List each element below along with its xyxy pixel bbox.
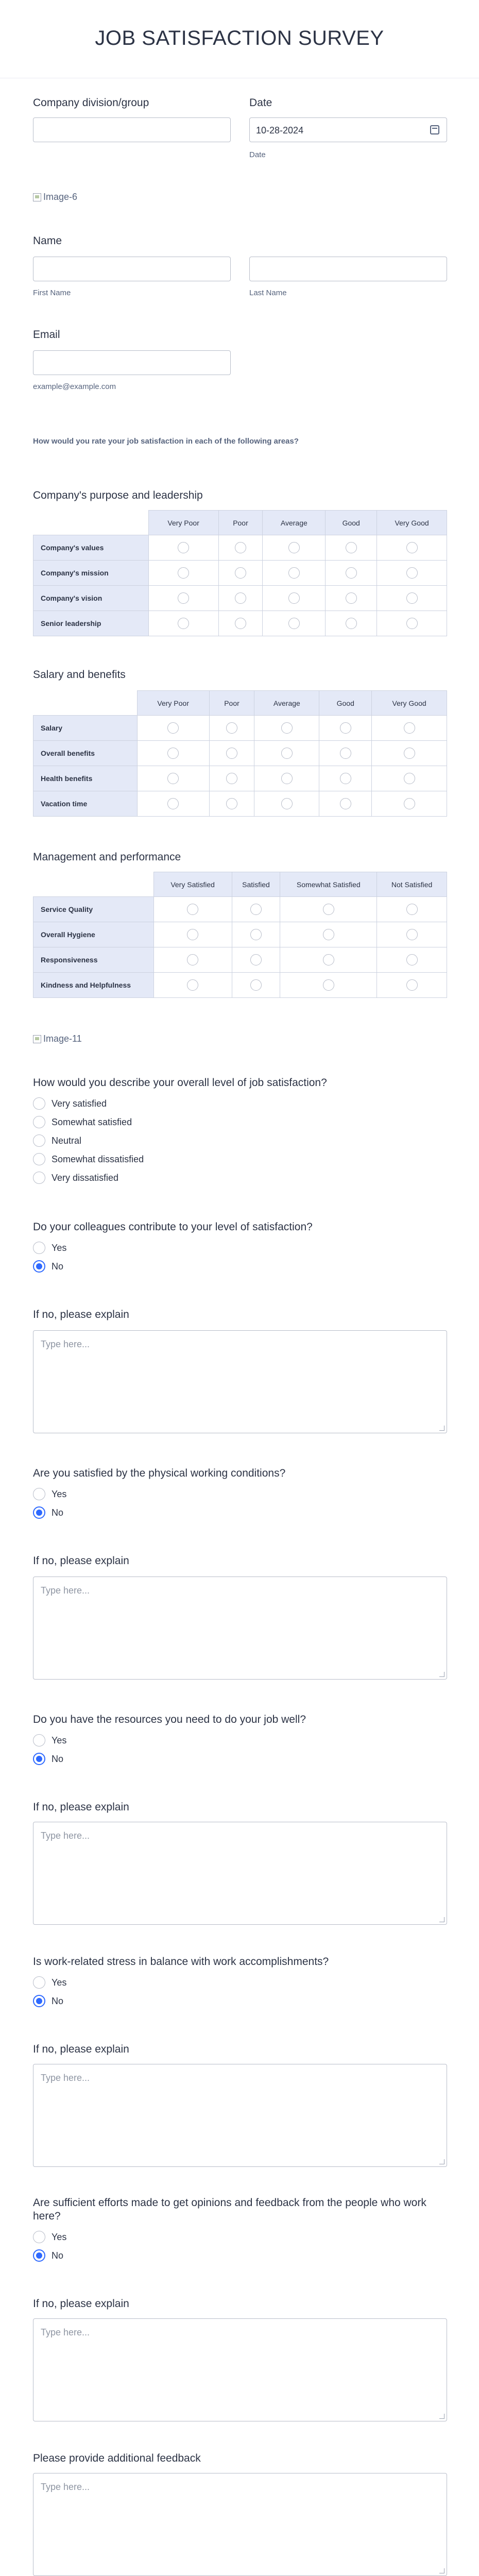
matrix-radio[interactable] xyxy=(235,592,246,604)
feedback-efforts-yes[interactable] xyxy=(33,2231,66,2243)
matrix-row-label: Overall Hygiene xyxy=(33,922,154,947)
date-label: Date xyxy=(249,97,272,109)
matrix-2-title: Salary and benefits xyxy=(33,669,126,681)
stress-explain-label: If no, please explain xyxy=(33,2043,129,2055)
colleagues-yes[interactable] xyxy=(33,1242,66,1254)
radio-button[interactable] xyxy=(33,1116,45,1128)
matrix-row xyxy=(33,586,447,611)
matrix-radio[interactable] xyxy=(406,592,418,604)
radio-button[interactable] xyxy=(33,1134,45,1147)
physical-question: Are you satisfied by the physical working conditions? xyxy=(33,1467,286,1479)
radio-button-checked[interactable] xyxy=(33,1995,45,2007)
option-label: No xyxy=(52,1261,64,1272)
matrix-row-label: Salary xyxy=(33,716,138,741)
radio-button[interactable] xyxy=(33,2231,45,2243)
matrix-radio[interactable] xyxy=(288,542,300,553)
resources-explain-label: If no, please explain xyxy=(33,1801,129,1813)
stress-question: Is work-related stress in balance with work accomplishments? xyxy=(33,1956,329,1968)
physical-explain-textarea[interactable] xyxy=(33,1577,447,1680)
rate-question: How would you rate your job satisfaction in each of the following areas? xyxy=(33,437,299,446)
matrix-col-header: Very Poor xyxy=(137,691,209,716)
resources-no[interactable] xyxy=(33,1753,63,1765)
matrix-row-label: Overall benefits xyxy=(33,741,138,766)
matrix-radio[interactable] xyxy=(323,979,334,991)
matrix-row xyxy=(33,947,447,973)
matrix-row-label: Kindness and Helpfulness xyxy=(33,973,154,998)
option-label: No xyxy=(52,1507,64,1518)
matrix-radio[interactable] xyxy=(167,748,179,759)
stress-explain-textarea[interactable] xyxy=(33,2064,447,2167)
matrix-row-label: Service Quality xyxy=(33,897,154,922)
matrix-col-header: Good xyxy=(326,511,377,535)
matrix-radio[interactable] xyxy=(187,929,198,940)
matrix-col-header: Average xyxy=(263,511,326,535)
matrix-row-label: Company's values xyxy=(33,535,149,561)
matrix-radio[interactable] xyxy=(235,567,246,579)
first-name-input[interactable] xyxy=(33,257,231,281)
matrix-3-title: Management and performance xyxy=(33,851,181,863)
resize-handle-icon[interactable] xyxy=(439,1917,444,1922)
email-sublabel: example@example.com xyxy=(33,382,116,391)
first-name-sublabel: First Name xyxy=(33,289,71,297)
matrix-radio[interactable] xyxy=(406,954,418,965)
physical-explain-label: If no, please explain xyxy=(33,1555,129,1567)
additional-feedback-label: Please provide additional feedback xyxy=(33,2452,201,2464)
matrix-col-header: Poor xyxy=(218,511,263,535)
matrix-radio[interactable] xyxy=(226,798,237,809)
matrix-row xyxy=(33,973,447,998)
date-value: 10-28-2024 xyxy=(256,125,304,135)
matrix-radio[interactable] xyxy=(167,773,179,784)
company-input[interactable] xyxy=(33,117,231,142)
matrix-corner xyxy=(33,691,138,716)
textarea-placeholder: Type here... xyxy=(41,2327,90,2337)
matrix-radio[interactable] xyxy=(178,618,189,629)
resources-yes[interactable] xyxy=(33,1734,66,1747)
feedback-efforts-explain-label: If no, please explain xyxy=(33,2298,129,2310)
resize-handle-icon[interactable] xyxy=(439,2568,444,2573)
matrix-corner xyxy=(33,511,149,535)
matrix-radio[interactable] xyxy=(235,618,246,629)
email-input[interactable] xyxy=(33,350,231,375)
additional-feedback-textarea[interactable] xyxy=(33,2473,447,2576)
matrix-1-title: Company's purpose and leadership xyxy=(33,489,203,501)
textarea-placeholder: Type here... xyxy=(41,1339,90,1349)
radio-button[interactable] xyxy=(33,1153,45,1165)
feedback-efforts-no[interactable] xyxy=(33,2249,63,2262)
option-label: Very dissatisfied xyxy=(52,1172,119,1183)
textarea-placeholder: Type here... xyxy=(41,1585,90,1596)
matrix-radio[interactable] xyxy=(288,567,300,579)
matrix-col-header: Satisfied xyxy=(232,872,280,897)
radio-button-checked[interactable] xyxy=(33,2249,45,2262)
option-label: Yes xyxy=(52,1735,67,1745)
last-name-input[interactable] xyxy=(249,257,447,281)
option-label: Very satisfied xyxy=(52,1098,107,1109)
matrix-row-label: Senior leadership xyxy=(33,611,149,636)
textarea-placeholder: Type here... xyxy=(41,2073,90,2083)
physical-yes[interactable] xyxy=(33,1488,66,1500)
matrix-radio[interactable] xyxy=(250,904,262,915)
image-11-alt: Image-11 xyxy=(43,1033,82,1044)
matrix-radio[interactable] xyxy=(323,904,334,915)
matrix-radio[interactable] xyxy=(281,798,293,809)
matrix-radio[interactable] xyxy=(323,929,334,940)
option-label: No xyxy=(52,1753,64,1764)
matrix-col-header: Very Satisfied xyxy=(153,872,232,897)
matrix-col-header: Poor xyxy=(209,691,254,716)
matrix-radio[interactable] xyxy=(288,618,300,629)
overall-option[interactable] xyxy=(33,1116,132,1128)
matrix-radio[interactable] xyxy=(340,773,351,784)
matrix-col-header: Average xyxy=(254,691,319,716)
resize-handle-icon[interactable] xyxy=(439,2159,444,2164)
matrix-radio[interactable] xyxy=(167,798,179,809)
matrix-row xyxy=(33,922,447,947)
stress-yes[interactable] xyxy=(33,1976,66,1989)
matrix-radio[interactable] xyxy=(178,542,189,553)
last-name-sublabel: Last Name xyxy=(249,289,287,297)
feedback-efforts-explain-textarea[interactable] xyxy=(33,2318,447,2421)
resize-handle-icon[interactable] xyxy=(439,1672,444,1677)
image-6 xyxy=(33,192,77,202)
matrix-radio[interactable] xyxy=(340,722,351,734)
resize-handle-icon[interactable] xyxy=(439,1426,444,1431)
overall-question: How would you describe your overall level of job satisfaction? xyxy=(33,1077,327,1089)
matrix-row-label: Responsiveness xyxy=(33,947,154,973)
overall-option[interactable] xyxy=(33,1172,118,1184)
form-header xyxy=(0,0,479,78)
matrix-radio[interactable] xyxy=(187,954,198,965)
matrix-radio[interactable] xyxy=(250,979,262,991)
radio-button[interactable] xyxy=(33,1242,45,1254)
matrix-row xyxy=(33,897,447,922)
matrix-radio[interactable] xyxy=(406,567,418,579)
radio-button-checked[interactable] xyxy=(33,1260,45,1273)
colleagues-question: Do your colleagues contribute to your level of satisfaction? xyxy=(33,1221,313,1233)
radio-button[interactable] xyxy=(33,1976,45,1989)
resources-explain-textarea[interactable] xyxy=(33,1822,447,1925)
option-label: No xyxy=(52,1995,64,2006)
matrix-row xyxy=(33,611,447,636)
matrix-radio[interactable] xyxy=(406,904,418,915)
matrix-radio[interactable] xyxy=(187,904,198,915)
matrix-radio[interactable] xyxy=(406,542,418,553)
broken-image-icon xyxy=(33,193,41,201)
matrix-radio[interactable] xyxy=(346,592,357,604)
colleagues-explain-textarea[interactable] xyxy=(33,1330,447,1433)
matrix-radio[interactable] xyxy=(235,542,246,553)
matrix-row-label: Vacation time xyxy=(33,791,138,817)
option-label: Yes xyxy=(52,2231,67,2242)
colleagues-no[interactable] xyxy=(33,1260,63,1273)
resources-question: Do you have the resources you need to do your job well? xyxy=(33,1714,306,1725)
email-label: Email xyxy=(33,329,60,341)
textarea-placeholder: Type here... xyxy=(41,2482,90,2492)
option-label: Somewhat dissatisfied xyxy=(52,1154,144,1164)
matrix-radio[interactable] xyxy=(250,954,262,965)
feedback-efforts-question-line-1: Are sufficient efforts made to get opinions and feedback from the people who work xyxy=(33,2197,426,2209)
matrix-radio[interactable] xyxy=(178,567,189,579)
broken-image-icon xyxy=(33,1035,41,1043)
overall-option[interactable] xyxy=(33,1153,144,1165)
radio-button[interactable] xyxy=(33,1172,45,1184)
matrix-radio[interactable] xyxy=(167,722,179,734)
matrix-row xyxy=(33,741,447,766)
option-label: No xyxy=(52,2250,64,2261)
matrix-radio[interactable] xyxy=(346,542,357,553)
matrix-radio[interactable] xyxy=(406,929,418,940)
matrix-radio[interactable] xyxy=(281,748,293,759)
matrix-row xyxy=(33,791,447,817)
date-sublabel: Date xyxy=(249,150,266,159)
option-label: Somewhat satisfied xyxy=(52,1116,132,1127)
matrix-col-header: Good xyxy=(319,691,372,716)
matrix-radio[interactable] xyxy=(226,748,237,759)
matrix-radio[interactable] xyxy=(288,592,300,604)
feedback-efforts-question-line-2: here? xyxy=(33,2210,61,2222)
option-label: Yes xyxy=(52,1488,67,1499)
matrix-corner xyxy=(33,872,154,897)
option-label: Yes xyxy=(52,1242,67,1253)
calendar-icon[interactable] xyxy=(430,125,439,134)
form-title: JOB SATISFACTION SURVEY xyxy=(95,27,384,49)
matrix-radio[interactable] xyxy=(406,979,418,991)
matrix-salary-benefits xyxy=(33,690,447,817)
matrix-radio[interactable] xyxy=(340,798,351,809)
radio-button[interactable] xyxy=(33,1097,45,1110)
resize-handle-icon[interactable] xyxy=(439,2414,444,2419)
matrix-radio[interactable] xyxy=(281,722,293,734)
matrix-col-header: Somewhat Satisfied xyxy=(280,872,377,897)
matrix-radio[interactable] xyxy=(226,722,237,734)
matrix-radio[interactable] xyxy=(340,748,351,759)
matrix-purpose-leadership xyxy=(33,510,447,636)
matrix-radio[interactable] xyxy=(323,954,334,965)
matrix-radio[interactable] xyxy=(406,618,418,629)
matrix-radio[interactable] xyxy=(346,618,357,629)
stress-no[interactable] xyxy=(33,1995,63,2007)
company-label: Company division/group xyxy=(33,97,149,109)
matrix-row xyxy=(33,535,447,561)
matrix-radio[interactable] xyxy=(281,773,293,784)
radio-button-checked[interactable] xyxy=(33,1753,45,1765)
matrix-management-performance xyxy=(33,872,447,998)
matrix-radio[interactable] xyxy=(178,592,189,604)
matrix-row xyxy=(33,561,447,586)
name-label: Name xyxy=(33,235,62,247)
matrix-radio[interactable] xyxy=(250,929,262,940)
matrix-row-label: Company's mission xyxy=(33,561,149,586)
matrix-col-header: Very Good xyxy=(377,511,447,535)
matrix-radio[interactable] xyxy=(404,748,415,759)
matrix-radio[interactable] xyxy=(226,773,237,784)
matrix-row-label: Health benefits xyxy=(33,766,138,791)
image-11 xyxy=(33,1033,82,1044)
radio-button[interactable] xyxy=(33,1734,45,1747)
option-label: Neutral xyxy=(52,1135,82,1146)
matrix-radio[interactable] xyxy=(346,567,357,579)
option-label: Yes xyxy=(52,1977,67,1988)
radio-button[interactable] xyxy=(33,1488,45,1500)
image-6-alt: Image-6 xyxy=(43,192,78,202)
date-input[interactable] xyxy=(249,117,447,142)
radio-button-checked[interactable] xyxy=(33,1506,45,1519)
matrix-col-header: Very Good xyxy=(372,691,447,716)
colleagues-explain-label: If no, please explain xyxy=(33,1309,129,1320)
matrix-row xyxy=(33,766,447,791)
physical-no[interactable] xyxy=(33,1506,63,1519)
overall-option[interactable] xyxy=(33,1134,81,1147)
matrix-row xyxy=(33,716,447,741)
matrix-row-label: Company's vision xyxy=(33,586,149,611)
matrix-radio[interactable] xyxy=(187,979,198,991)
matrix-col-header: Very Poor xyxy=(148,511,218,535)
overall-option[interactable] xyxy=(33,1097,107,1110)
matrix-radio[interactable] xyxy=(404,722,415,734)
matrix-col-header: Not Satisfied xyxy=(377,872,447,897)
matrix-radio[interactable] xyxy=(404,798,415,809)
textarea-placeholder: Type here... xyxy=(41,1831,90,1841)
matrix-radio[interactable] xyxy=(404,773,415,784)
